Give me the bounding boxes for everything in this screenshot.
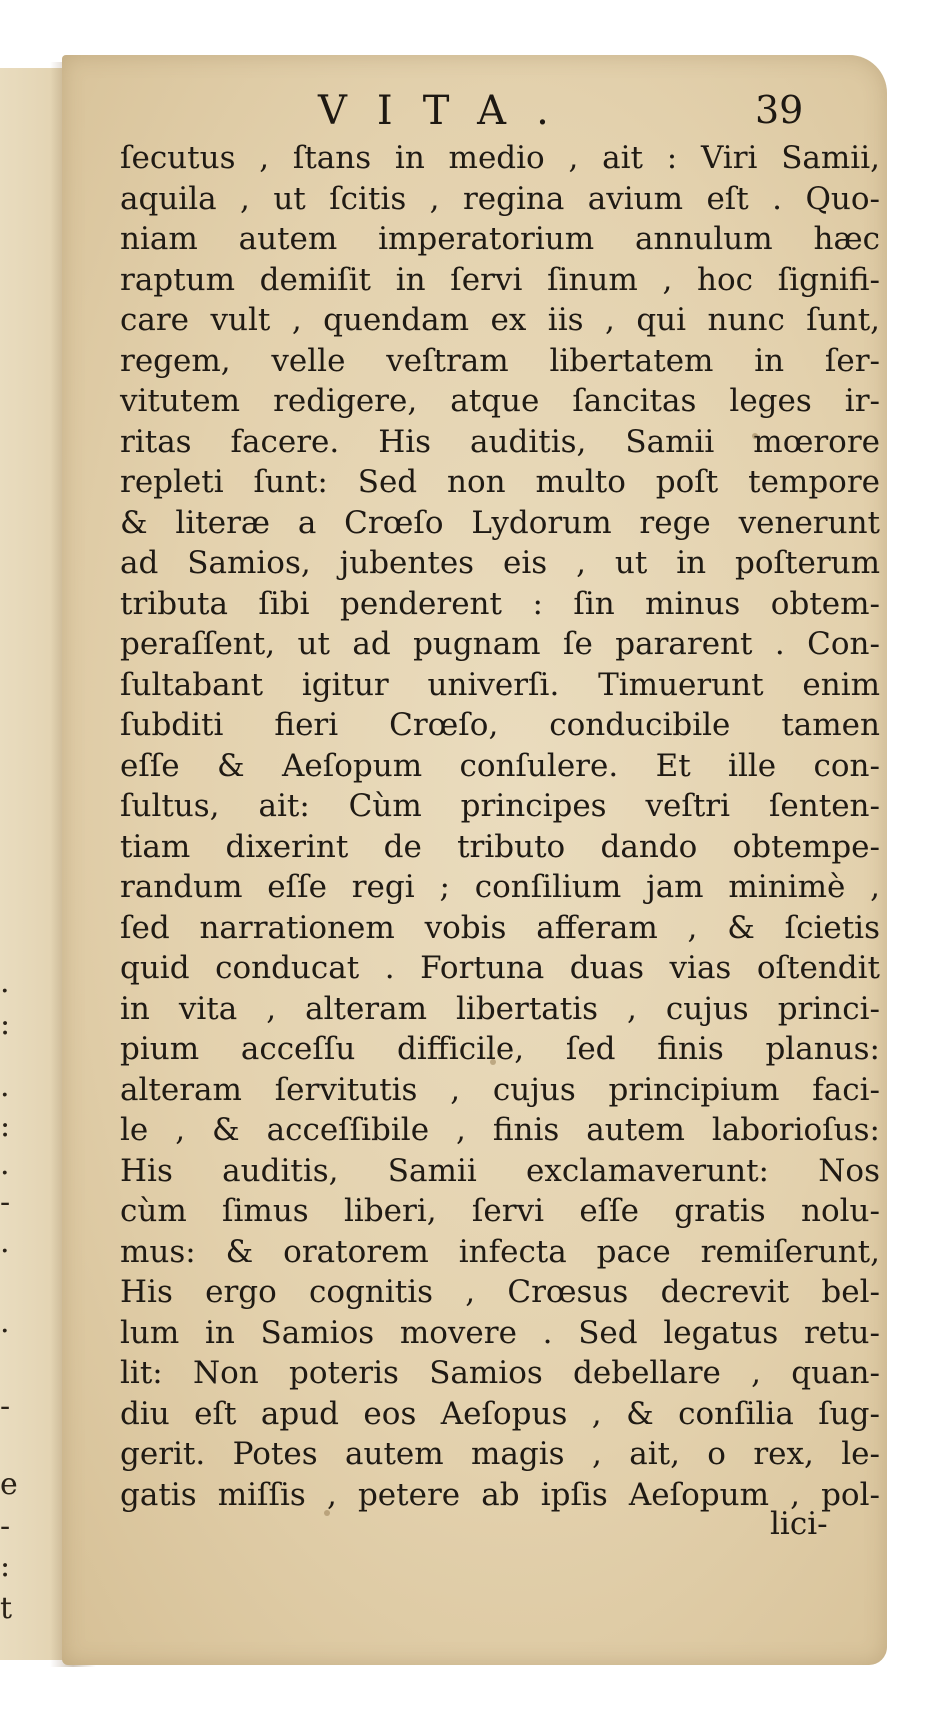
text-line: gerit. Potes autem magis , ait, o rex, le- xyxy=(120,1436,880,1472)
left-page-glyph: . xyxy=(0,965,10,1000)
page-number: 39 xyxy=(755,88,804,132)
left-page-glyph: : xyxy=(0,1109,11,1144)
text-line: diu eſt apud eos Aeſopus , & conſilia ſug- xyxy=(120,1395,880,1432)
left-page-glyph: t xyxy=(0,1591,13,1626)
left-page-glyph: : xyxy=(0,1549,11,1584)
left-page-glyph: - xyxy=(0,1509,11,1544)
text-line: ſed narrationem vobis afferam , & ſcietis xyxy=(120,909,880,946)
text-line: regem, velle veſtram libertatem in ſer- xyxy=(120,342,880,379)
left-page-glyph: . xyxy=(0,1225,10,1260)
text-line: His auditis, Samii exclamaverunt: Nos xyxy=(120,1152,880,1189)
text-line: in vita , alteram libertatis , cujus princi- xyxy=(120,990,880,1027)
text-line: ſubditi fieri Crœſo, conducibile tamen xyxy=(120,707,880,743)
text-line: ad Samios, jubentes eis , ut in poſterum xyxy=(120,545,880,581)
catchword: lici- xyxy=(770,1506,828,1542)
left-page-glyph: . xyxy=(0,1147,10,1182)
left-page-glyph: - xyxy=(0,1185,11,1220)
left-page-glyph: - xyxy=(0,1389,11,1424)
text-line: lum in Samios movere . Sed legatus retu- xyxy=(120,1314,880,1351)
text-line: ſecutus , ſtans in medio , ait : Viri Samii, xyxy=(120,140,880,176)
running-head: VITA. xyxy=(318,88,579,134)
text-line: randum eſſe regi ; conſilium jam minimè , xyxy=(120,869,880,905)
text-line: tributa ſibi penderent : ſin minus obtem- xyxy=(120,585,880,622)
text-line: quid conducat . Fortuna duas vias oſtendit xyxy=(120,950,880,986)
text-line: niam autem imperatorium annulum hæc xyxy=(120,221,880,257)
text-line: eſſe & Aeſopum conſulere. Et ille con- xyxy=(120,747,880,784)
text-line: alteram ſervitutis , cujus principium faci- xyxy=(120,1071,880,1108)
left-page-glyph: . xyxy=(0,1069,10,1104)
text-line: & literæ a Crœſo Lydorum rege venerunt xyxy=(120,504,880,541)
text-line: pium acceſſu difficile, ſed finis planus: xyxy=(120,1031,880,1067)
text-line: ritas facere. His auditis, Samii mœrore xyxy=(120,423,880,460)
text-line: repleti ſunt: Sed non multo poſt tempore xyxy=(120,464,880,500)
text-line: ſultabant igitur univerſi. Timuerunt enim xyxy=(120,666,880,703)
left-page-glyph: : xyxy=(0,1007,11,1042)
text-line: aquila , ut ſcitis , regina avium eſt . Quo- xyxy=(120,180,880,217)
text-line: lit: Non poteris Samios debellare , quan- xyxy=(120,1355,880,1391)
left-page-glyph: . xyxy=(0,1305,10,1340)
text-line: His ergo cognitis , Crœsus decrevit bel- xyxy=(120,1274,880,1310)
text-line: ſultus, ait: Cùm principes veſtri ſenten- xyxy=(120,788,880,824)
text-line: raptum demiſit in ſervi ſinum , hoc ſignifi- xyxy=(120,261,880,298)
text-line: care vult , quendam ex iis , qui nunc ſunt, xyxy=(120,302,880,338)
left-page-glyph: e xyxy=(0,1467,18,1502)
text-line: tiam dixerint de tributo dando obtempe- xyxy=(120,828,880,865)
text-line: gatis miſſis , petere ab ipſis Aeſopum , pol- xyxy=(120,1476,880,1513)
text-block xyxy=(120,138,880,1515)
text-line: le , & acceſſibile , finis autem laborioſus: xyxy=(120,1112,880,1148)
text-line: peraſſent, ut ad pugnam ſe pararent . Con- xyxy=(120,626,880,662)
text-line: vitutem redigere, atque ſancitas leges ir- xyxy=(120,383,880,419)
text-line: mus: & oratorem infecta pace remiſerunt, xyxy=(120,1233,880,1270)
text-line: cùm ſimus liberi, ſervi eſſe gratis nolu- xyxy=(120,1193,880,1229)
